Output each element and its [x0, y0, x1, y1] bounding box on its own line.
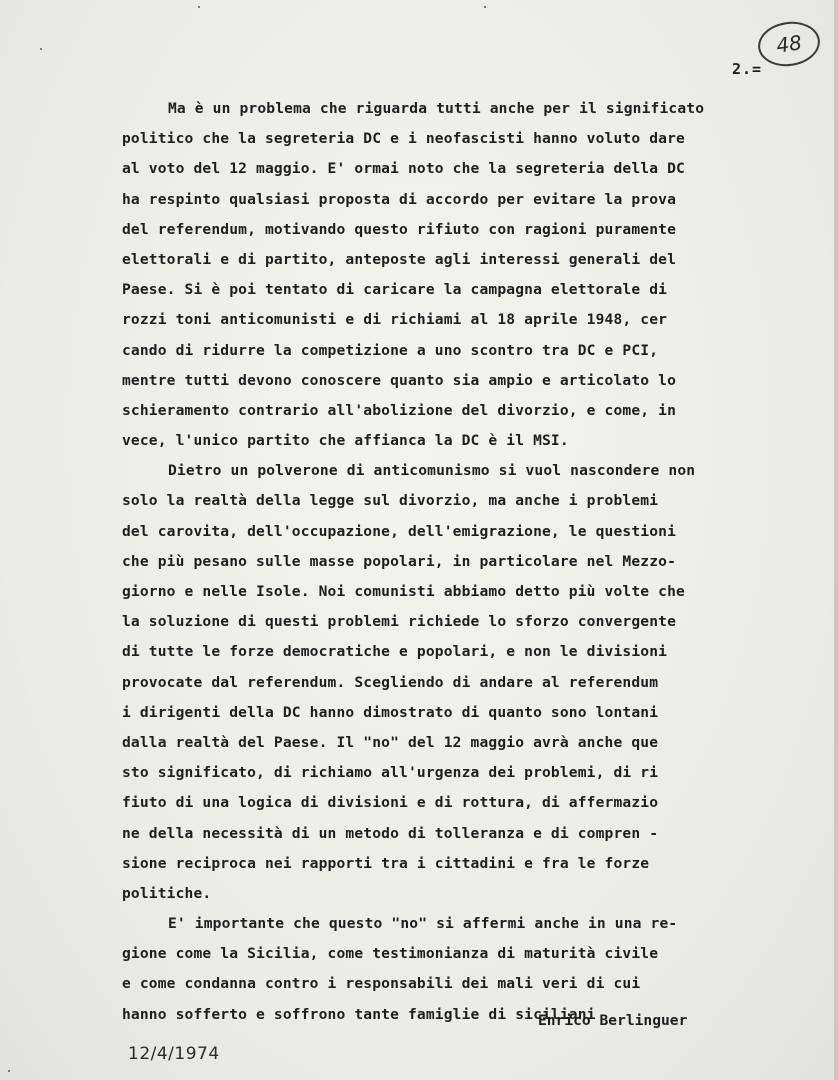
text-line: i dirigenti della DC hanno dimostrato di quanto sono lontani [122, 703, 659, 721]
archive-number-stamp [755, 18, 823, 70]
text-line: politiche. [122, 884, 212, 902]
text-line: mentre tutti devono conoscere quanto sia ampio e articolato lo [122, 371, 677, 389]
text-line: sto significato, di richiamo all'urgenza dei problemi, di ri [122, 764, 659, 782]
text-line: sione reciproca nei rapporti tra i cittadini e fra le forze [122, 854, 650, 872]
text-line: che più pesano sulle masse popolari, in particolare nel Mezzo- [122, 552, 677, 570]
text-line: solo la realtà della legge sul divorzio, ma anche i problemi [122, 492, 659, 510]
text-line: rozzi toni anticomunisti e di richiami al 18 aprile 1948, cer [122, 311, 668, 329]
letter-body [122, 94, 772, 1030]
text-line: al voto del 12 maggio. E' ormai noto che la segreteria della DC [122, 160, 685, 178]
text-line: di tutte le forze democratiche e popolari, e non le divisioni [122, 643, 668, 661]
handwritten-date: 12/4/1974 [128, 1044, 220, 1064]
text-line: Paese. Si è poi tentato di caricare la campagna elettorale di [122, 281, 668, 299]
paper-speck [484, 6, 486, 8]
text-line: gione come la Sicilia, come testimonianza di maturità civile [122, 945, 659, 963]
page-edge [834, 0, 838, 1080]
text-line: E' importante che questo "no" si affermi anche in una re- [168, 915, 678, 933]
text-line: giorno e nelle Isole. Noi comunisti abbiamo detto più volte che [122, 583, 685, 600]
text-line: Ma è un problema che riguarda tutti anche per il significato [168, 100, 705, 117]
text-line: cando di ridurre la competizione a uno scontro tra DC e PCI, [122, 341, 659, 359]
text-line: del referendum, motivando questo rifiuto con ragioni puramente [122, 220, 677, 238]
signature: Enrico Berlinguer [538, 1012, 688, 1029]
paper-speck [8, 1070, 10, 1072]
archive-number: 48 [774, 30, 804, 58]
paper-speck [198, 6, 200, 8]
text-line: ha respinto qualsiasi proposta di accordo per evitare la prova [122, 190, 677, 208]
text-line: fiuto di una logica di divisioni e di rottura, di affermazio [122, 794, 659, 812]
text-line: la soluzione di questi problemi richiede lo sforzo convergente [122, 613, 677, 631]
text-line: hanno sofferto e soffrono tante famiglie di siciliani [122, 1005, 596, 1023]
text-line: Dietro un polverone di anticomunismo si vuol nascondere non [168, 462, 696, 480]
text-line: schieramento contrario all'abolizione del divorzio, e come, in [122, 401, 677, 419]
text-line: vece, l'unico partito che affianca la DC è il MSI. [122, 432, 569, 450]
text-line: politico che la segreteria DC e i neofascisti hanno voluto dare [122, 130, 685, 148]
paper-speck [40, 48, 42, 50]
text-line: del carovita, dell'occupazione, dell'emigrazione, le questioni [122, 522, 677, 540]
text-line: elettorali e di partito, anteposte agli interessi generali del [122, 250, 677, 268]
text-line: e come condanna contro i responsabili dei mali veri di cui [122, 975, 641, 993]
text-line: ne della necessità di un metodo di tolleranza e di compren - [122, 824, 659, 842]
text-line: provocate dal referendum. Scegliendo di andare al referendum [122, 673, 659, 691]
page-number: 2.= [732, 60, 763, 78]
text-line: dalla realtà del Paese. Il "no" del 12 maggio avrà anche que [122, 733, 659, 751]
